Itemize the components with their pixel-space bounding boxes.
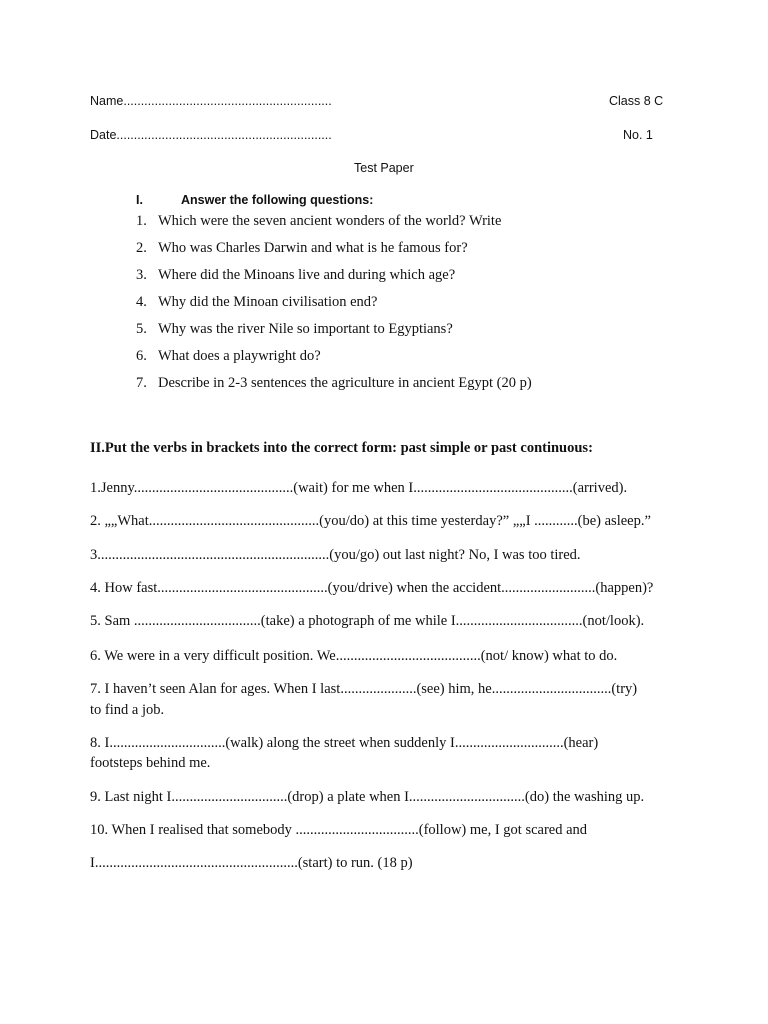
question-number: 1. (136, 213, 147, 229)
exercise-line: 5. Sam ...................................(take) a photograph of me while I...................................(not/look). (90, 613, 645, 629)
section1-numeral: I. (136, 193, 143, 207)
question-text: Who was Charles Darwin and what is he famous for? (158, 240, 468, 256)
question-number: 2. (136, 240, 147, 256)
exercise-line: 9. Last night I................................(drop) a plate when I................................(do) the washing up. (90, 789, 645, 805)
question-text: Which were the seven ancient wonders of the world? Write (158, 213, 502, 229)
exercise-line-continued: footsteps behind me. (90, 755, 211, 771)
class-label: Class 8 C (609, 94, 664, 108)
question-text: Why was the river Nile so important to Egyptians? (158, 321, 453, 337)
question-text: Why did the Minoan civilisation end? (158, 294, 378, 310)
exercise-line-continued: to find a job. (90, 702, 165, 718)
exercise-line: 8. I................................(walk) along the street when suddenly I..............................(hear) (90, 735, 599, 751)
question-number: 4. (136, 294, 147, 310)
question-number: 5. (136, 321, 147, 337)
question-text: Where did the Minoans live and during which age? (158, 267, 456, 283)
question-number: 3. (136, 267, 147, 283)
page-title: Test Paper (354, 161, 414, 175)
exercise-line: 6. We were in a very difficult position. We........................................(not/ know) what to do. (90, 648, 618, 664)
question-text: Describe in 2-3 sentences the agriculture in ancient Egypt (20 p) (158, 375, 532, 391)
exercise-line: 10. When I realised that somebody ..................................(follow) me, I got scared and (90, 822, 588, 838)
section2-heading: II.Put the verbs in brackets into the correct form: past simple or past continuous: (90, 440, 593, 456)
exercise-line: 4. How fast...............................................(you/drive) when the accident..........................(happen)? (90, 580, 654, 596)
exercise-line: 7. I haven’t seen Alan for ages. When I last.....................(see) him, he.................................(try) (90, 681, 638, 697)
date-field: Date.............................................................. (90, 128, 332, 142)
question-number: 6. (136, 348, 147, 364)
number-label: No. 1 (623, 128, 653, 142)
exercise-line: 3................................................................(you/go) out last night? No, I was too tired. (90, 547, 581, 563)
exercise-line: 2. „„What...............................................(you/do) at this time yesterday?” „„I ............(be) asleep.” (90, 513, 651, 529)
name-field: Name............................................................ (90, 94, 332, 108)
section1-heading: Answer the following questions: (181, 193, 374, 207)
exercise-line-continued: I........................................................(start) to run. (18 p) (90, 855, 413, 871)
exercise-line: 1.Jenny............................................(wait) for me when I............................................(arrived). (90, 480, 628, 496)
question-number: 7. (136, 375, 147, 391)
question-text: What does a playwright do? (158, 348, 321, 364)
